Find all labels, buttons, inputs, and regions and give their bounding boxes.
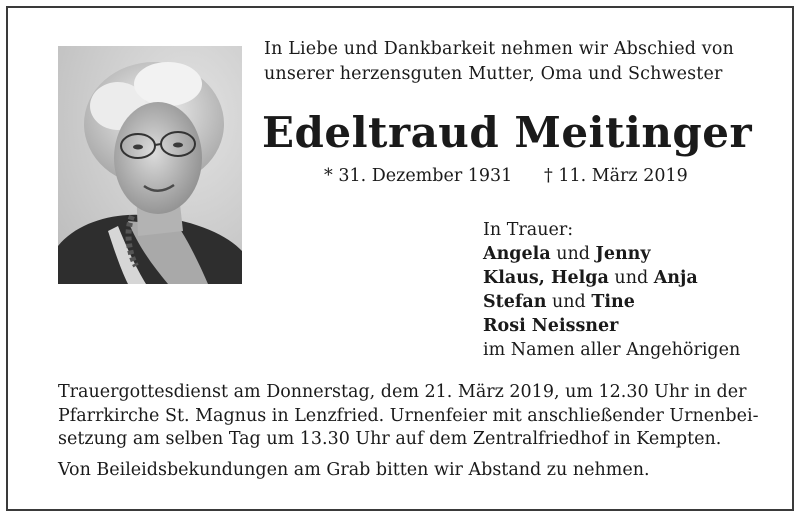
mourner-name: Tine — [591, 292, 635, 312]
intro-line-1: In Liebe und Dankbarkeit nehmen wir Abschied von — [264, 39, 734, 59]
deceased-name: Edeltraud Meitinger — [262, 108, 753, 157]
mourner-name: Rosi Neissner — [483, 316, 619, 336]
service-details — [58, 381, 759, 452]
condolence-note: Von Beileidsbekundungen am Grab bitten wir Abstand zu nehmen. — [58, 460, 650, 480]
mourners-closing: im Namen aller Angehörigen — [483, 340, 741, 360]
mourner-name: Anja — [653, 268, 698, 288]
mourner-line — [483, 266, 740, 290]
intro-text — [264, 37, 764, 87]
mourner-conjunction: und — [608, 268, 654, 288]
mourner-name: Stefan — [483, 292, 547, 312]
mourner-conjunction: und — [546, 292, 592, 312]
service-line-1: Trauergottesdienst am Donnerstag, dem 21. März 2019, um 12.30 Uhr in der — [58, 382, 747, 402]
portrait-image — [58, 46, 242, 284]
birth-date: * 31. Dezember 1931 — [324, 166, 513, 186]
portrait-photo — [58, 46, 242, 284]
mourners-heading: In Trauer: — [483, 220, 574, 240]
mourner-line — [483, 314, 740, 338]
mourner-name: Angela — [483, 244, 551, 264]
service-line-3: setzung am selben Tag um 13.30 Uhr auf dem Zentralfriedhof in Kempten. — [58, 429, 722, 449]
mourner-name: Klaus, Helga — [483, 268, 609, 288]
service-line-2: Pfarrkirche St. Magnus in Lenzfried. Urnenfeier mit anschließender Urnenbei- — [58, 405, 759, 426]
mourner-conjunction: und — [550, 244, 596, 264]
intro-line-2: unserer herzensguten Mutter, Oma und Schwester — [264, 64, 723, 84]
death-date: † 11. März 2019 — [544, 166, 688, 186]
mourner-line — [483, 242, 740, 266]
mourner-line — [483, 290, 740, 314]
mourners-list — [483, 218, 740, 362]
mourner-name: Jenny — [595, 244, 651, 264]
